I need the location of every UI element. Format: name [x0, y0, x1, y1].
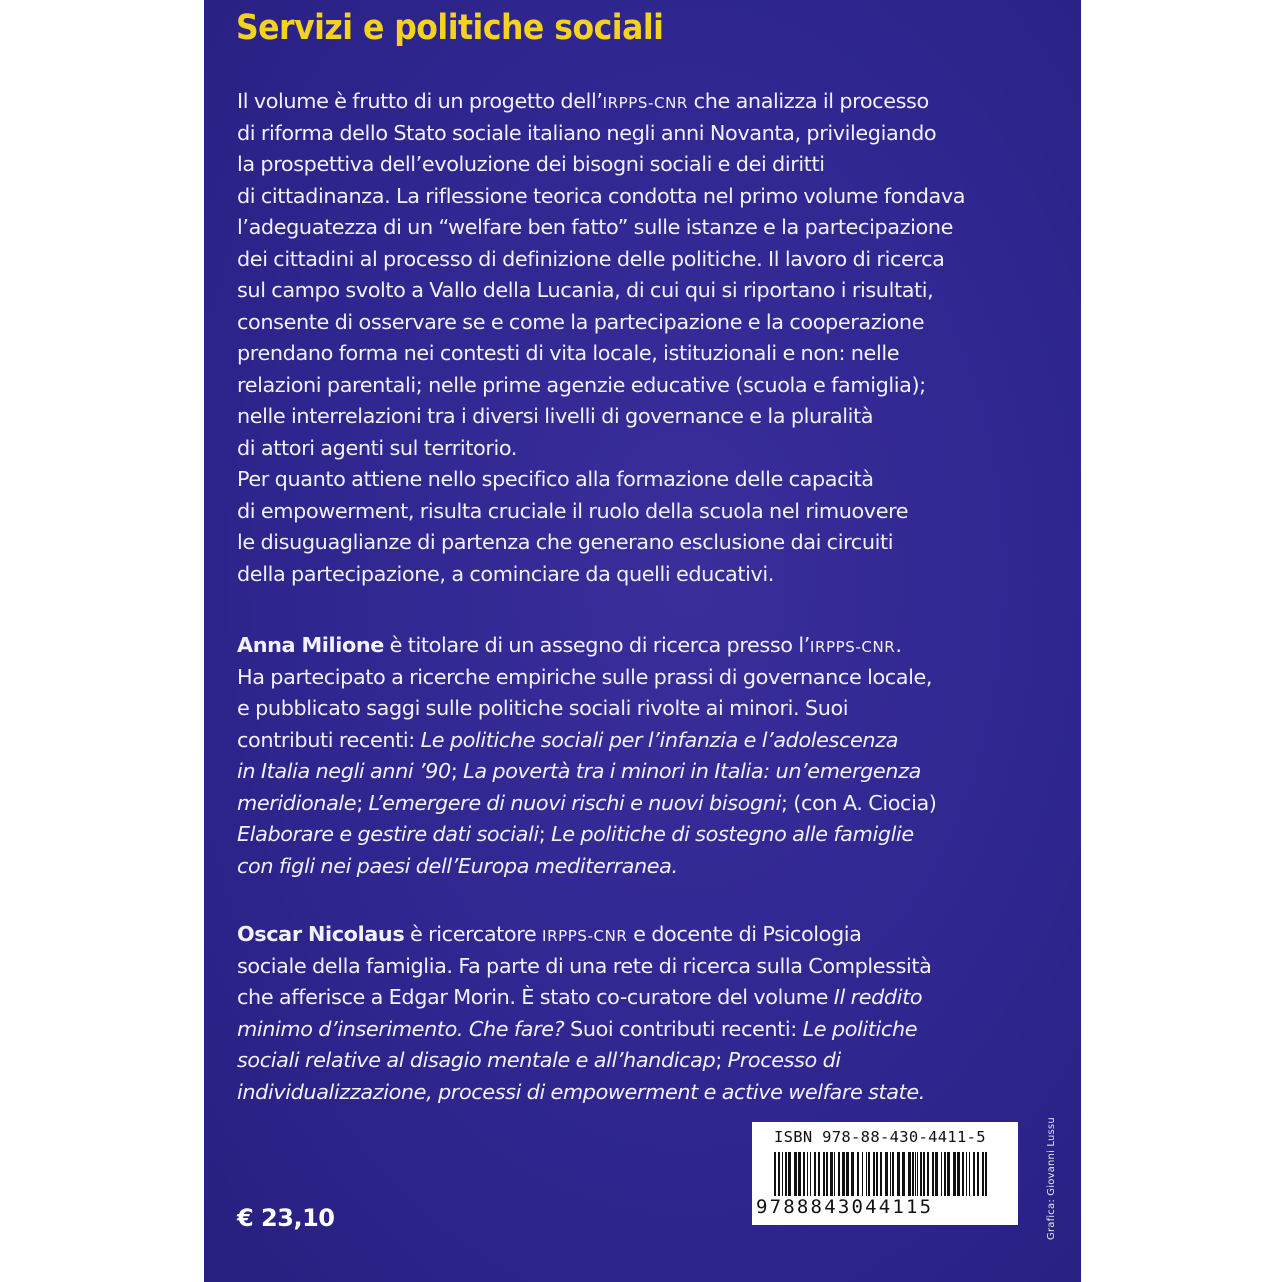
text-line	[237, 693, 1027, 725]
italic-title: Il reddito	[833, 985, 923, 1009]
barcode-bar	[977, 1152, 979, 1198]
text-line	[237, 788, 1027, 820]
barcode-bar	[834, 1152, 835, 1198]
author-name: Oscar Nicolaus	[237, 922, 405, 946]
text-run: Per quanto attiene nello specifico alla formazione delle capacità	[237, 467, 874, 491]
italic-title: minimo d’inserimento. Che fare?	[237, 1016, 565, 1041]
barcode-bar	[846, 1152, 849, 1198]
barcode-bar	[890, 1152, 891, 1198]
barcode-bar	[803, 1152, 805, 1198]
text-line	[237, 86, 1027, 118]
text-run: di riforma dello Stato sociale italiano negli anni Novanta, privilegiando	[237, 120, 937, 145]
text-run: e docente di Psicologia	[627, 922, 862, 946]
barcode-bar	[814, 1152, 816, 1198]
barcode-bar	[932, 1152, 934, 1198]
text-line	[237, 1077, 1027, 1109]
text-run: Il volume è frutto di un progetto dell’	[237, 89, 603, 113]
text-run: ;	[538, 822, 552, 846]
barcode-bar	[851, 1152, 854, 1198]
text-line	[237, 559, 1027, 591]
institute-name: IRPPS-CNR	[809, 638, 896, 656]
barcode-bar	[782, 1152, 783, 1198]
barcode-bar	[915, 1152, 916, 1198]
italic-title: Le politiche di sostegno alle famiglie	[551, 822, 914, 846]
text-line	[237, 919, 1027, 951]
text-line	[237, 982, 1027, 1014]
barcode-bar	[810, 1152, 811, 1198]
text-run: contributi recenti:	[237, 727, 421, 752]
text-line	[237, 1045, 1027, 1077]
text-line	[237, 212, 1027, 244]
text-line	[237, 244, 1027, 276]
text-run: sociale della famiglia. Fa parte di una rete di ricerca sulla Complessità	[237, 953, 932, 978]
barcode-bar	[788, 1152, 791, 1198]
barcode-bar	[944, 1152, 946, 1198]
text-run: e pubblicato saggi sulle politiche sociali rivolte ai minori. Suoi	[237, 696, 849, 720]
text-run: .	[895, 633, 902, 657]
text-line	[237, 851, 1027, 883]
barcode-bar	[794, 1152, 797, 1198]
barcode-bar	[973, 1152, 975, 1198]
barcode-number: 9788843044115	[756, 1196, 1012, 1218]
barcode-bar	[892, 1152, 894, 1198]
barcode-bar	[935, 1152, 938, 1198]
text-line	[237, 275, 1027, 307]
barcode	[752, 1122, 1018, 1225]
barcode-bar	[912, 1152, 914, 1198]
text-line	[237, 149, 1027, 181]
barcode-bar	[920, 1152, 922, 1198]
text-run: ;	[450, 759, 464, 783]
barcode-bar	[957, 1152, 960, 1198]
text-run: ; (con A. Ciocia)	[780, 790, 937, 815]
italic-title: con figli nei paesi dell’Europa mediterranea.	[237, 853, 678, 878]
italic-title: La povertà tra i minori in Italia: un’emergenza	[463, 759, 921, 783]
text-run: di attori agenti sul territorio.	[237, 435, 518, 460]
barcode-bar	[842, 1152, 845, 1198]
barcode-bar	[818, 1152, 820, 1198]
barcode-bar	[876, 1152, 878, 1198]
text-line	[237, 756, 1027, 788]
text-run: di empowerment, risulta cruciale il ruolo della scuola nel rimuovere	[237, 498, 909, 523]
text-line	[237, 725, 1027, 757]
author-name: Anna Milione	[237, 633, 384, 657]
barcode-bar	[962, 1152, 964, 1198]
barcode-bar	[862, 1152, 863, 1198]
barcode-bar	[823, 1152, 825, 1198]
barcode-bar	[902, 1152, 905, 1198]
text-run: della partecipazione, a cominciare da quelli educativi.	[237, 561, 774, 586]
text-run: l’adeguatezza di un “welfare ben fatto” sulle istanze e la partecipazione	[237, 215, 953, 239]
text-run: relazioni parentali; nelle prime agenzie educative (scuola e famiglia);	[237, 372, 926, 397]
text-run: nelle interrelazioni tra i diversi livelli di governance e la pluralità	[237, 404, 874, 428]
text-run: Ha partecipato a ricerche empiriche sulle prassi di governance locale,	[237, 664, 933, 689]
barcode-bar	[866, 1152, 867, 1198]
barcode-bar	[966, 1152, 967, 1198]
text-line	[237, 401, 1027, 433]
italic-title: Le politiche	[802, 1016, 918, 1041]
text-line	[237, 496, 1027, 528]
text-line	[237, 370, 1027, 402]
barcode-bar	[798, 1152, 801, 1198]
text-run: è ricercatore	[404, 922, 543, 946]
italic-title: Elaborare e gestire dati sociali	[237, 822, 539, 846]
barcode-bar	[826, 1152, 828, 1198]
italic-title: Le politiche sociali per l’infanzia e l’adolescenza	[420, 727, 899, 752]
barcode-bar	[917, 1152, 918, 1198]
author-bio-anna-milione	[237, 630, 1027, 882]
text-line	[237, 1014, 1027, 1046]
text-line	[237, 630, 1027, 662]
text-run: Suoi contributi recenti:	[564, 1016, 803, 1041]
barcode-bar	[897, 1152, 900, 1198]
book-back-cover	[204, 0, 1081, 1282]
isbn-label: ISBN 978-88-430-4411-5	[774, 1128, 986, 1146]
barcode-bar	[982, 1152, 984, 1198]
text-line	[237, 662, 1027, 694]
italic-title: meridionale	[237, 790, 357, 815]
institute-name: IRPPS-CNR	[602, 94, 688, 112]
barcode-bar	[985, 1152, 987, 1198]
barcode-bar	[807, 1152, 808, 1198]
barcode-bar	[927, 1152, 929, 1198]
text-run: che analizza il processo	[687, 89, 929, 113]
design-credit: Grafica: Giovanni Lussu	[1046, 1117, 1057, 1240]
text-run: prendano forma nei contesti di vita locale, istituzionali e non: nelle	[237, 341, 900, 365]
book-description	[237, 86, 1027, 590]
text-run: che afferisce a Edgar Morin. È stato co-curatore del volume	[237, 985, 834, 1009]
barcode-bar	[923, 1152, 925, 1198]
text-line	[237, 338, 1027, 370]
barcode-bar	[969, 1152, 970, 1198]
institute-name: IRPPS-CNR	[542, 927, 628, 945]
barcode-bar	[908, 1152, 911, 1198]
text-line	[237, 118, 1027, 150]
text-line	[237, 951, 1027, 983]
text-run: ;	[356, 790, 369, 815]
italic-title: individualizzazione, processi di empowerment e active welfare state.	[237, 1079, 926, 1104]
author-bio-oscar-nicolaus	[237, 919, 1027, 1108]
barcode-bar	[947, 1152, 950, 1198]
text-run: ;	[715, 1048, 728, 1072]
price: € 23,10	[237, 1204, 335, 1232]
text-run: consente di osservare se e come la partecipazione e la cooperazione	[237, 309, 925, 334]
barcode-bar	[785, 1152, 787, 1198]
text-line	[237, 307, 1027, 339]
barcode-bar	[885, 1152, 888, 1198]
text-line	[237, 819, 1027, 851]
text-run: le disuguaglianze di partenza che generano esclusione dai circuiti	[237, 530, 894, 554]
barcode-bar	[873, 1152, 875, 1198]
barcode-bar	[880, 1152, 882, 1198]
italic-title: sociali relative al disagio mentale e all’handicap	[237, 1048, 716, 1072]
series-title: Servizi e politiche sociali	[236, 8, 664, 48]
italic-title: Processo di	[727, 1048, 841, 1072]
text-run: dei cittadini al processo di definizione delle politiche. Il lavoro di ricerca	[237, 246, 945, 271]
text-line	[237, 527, 1027, 559]
italic-title: in Italia negli anni ’90	[237, 759, 451, 783]
italic-title: L’emergere di nuovi rischi e nuovi bisogni	[368, 790, 781, 815]
text-run: sul campo svolto a Vallo della Lucania, di cui qui si riportano i risultati,	[237, 278, 934, 302]
text-line	[237, 181, 1027, 213]
barcode-bar	[838, 1152, 840, 1198]
barcode-bar	[953, 1152, 956, 1198]
barcode-bar	[941, 1152, 942, 1198]
barcode-bar	[830, 1152, 833, 1198]
barcode-bar	[857, 1152, 859, 1198]
barcode-bar	[868, 1152, 870, 1198]
text-line	[237, 433, 1027, 465]
text-run: la prospettiva dell’evoluzione dei bisogni sociali e dei diritti	[237, 152, 825, 176]
text-line	[237, 464, 1027, 496]
text-run: di cittadinanza. La riflessione teorica condotta nel primo volume fondava	[237, 183, 966, 208]
text-run: è titolare di un assegno di ricerca presso l’	[383, 633, 810, 657]
